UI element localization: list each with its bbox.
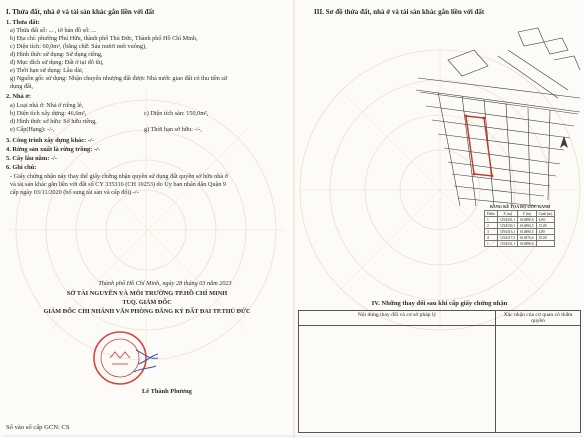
changes-col-confirm: Xác nhận của cơ quan có thẩm quyền <box>496 311 581 326</box>
house-build-area: b) Diện tích xây dựng: 46,6m², <box>10 110 87 117</box>
house-type: a) Loại nhà ở: Nhà ở riêng lẻ, <box>10 102 84 109</box>
coords-col-point: Điểm <box>485 211 498 217</box>
section-3-title: III. Sơ đồ thửa đất, nhà ở và tài sản khác gắn liền với đất <box>314 8 485 16</box>
section-1-title: I. Thửa đất, nhà ở và tài sản khác gắn liền với đất <box>6 8 155 16</box>
official-stamp-icon <box>90 328 170 388</box>
coords-table <box>484 210 555 247</box>
house-ownership: d) Hình thức sở hữu: Sở hữu riêng, <box>10 118 97 125</box>
changes-table <box>298 310 581 433</box>
coords-cell <box>536 241 555 247</box>
note-line-1: - Giấy chứng nhận này thay thế giấy chứng nhận quyền sử dụng đất quyền sở hữu nhà ở <box>10 173 228 180</box>
coords-cell: 1194330,1 <box>497 223 517 229</box>
land-parcel-heading: 1. Thửa đất: <box>6 19 40 26</box>
coords-cell: 2 <box>485 223 498 229</box>
changes-header-row <box>299 311 581 326</box>
house-floor-area: c) Diện tích sàn: 150,0m², <box>144 110 209 117</box>
signature-block <box>4 280 290 315</box>
coords-cell: 614884,5 <box>518 223 536 229</box>
coords-cell: 1194331,1 <box>497 241 517 247</box>
site-map <box>298 20 581 220</box>
table-row <box>299 326 581 433</box>
planted-forest: 4. Rừng sản xuất là rừng trồng: -/- <box>6 146 100 153</box>
changes-col-content: Nội dung thay đổi và cơ sở pháp lý <box>299 311 496 326</box>
perennial-trees: 5. Cây lâu năm: -/- <box>6 155 57 162</box>
note-line-3: cấp ngày 03/11/2020 (bổ sung tài sản và cấp đổi) -/- <box>10 189 139 196</box>
signer-name: Lê Thành Phương <box>142 388 192 395</box>
coords-cell: 1 <box>485 217 498 223</box>
coords-cell: 1194316,1 <box>497 229 517 235</box>
house-heading: 2. Nhà ở: <box>6 93 32 100</box>
coords-table-title: BẢNG KÊ TỌA ĐỘ GÓC RANH <box>490 204 551 209</box>
coords-cell: 614876,6 <box>518 235 536 241</box>
coords-cell: 1194317,5 <box>497 235 517 241</box>
other-works: 3. Công trình xây dựng khác: -/- <box>6 137 94 144</box>
land-line-g: g) Nguồn gốc sử dụng: Nhận chuyển nhượng đất được Nhà nước giao đất có thu tiền sử <box>10 75 228 82</box>
issue-date: Thành phố Hồ Chí Minh, ngày 28 tháng 03 năm 2023 <box>98 280 232 287</box>
coords-cell: 1194331,1 <box>497 217 517 223</box>
changes-confirm-cell <box>496 326 581 433</box>
coords-col-x: X (m) <box>497 211 517 217</box>
coords-cell: 4 <box>485 235 498 241</box>
section-4-title: IV. Những thay đổi sau khi cấp giấy chứng nhận <box>371 300 508 307</box>
house-term: g) Thời hạn sở hữu: -/-, <box>144 126 202 133</box>
land-line-a: a) Thửa đất số: ... , tờ bản đồ số: ... <box>10 27 97 34</box>
note-line-2: và tài sản khác gắn liền với đất số CY 335316 (CH 10253) do Ủy ban nhân dân Quận 9 <box>10 181 226 188</box>
coords-cell: 15,00 <box>536 223 555 229</box>
land-line-f: e) Thời hạn sử dụng: Lâu dài, <box>10 67 84 74</box>
tuq-title: TUQ. GIÁM ĐỐC <box>122 299 172 306</box>
left-panel <box>4 4 290 434</box>
notes-heading: 6. Ghi chú: <box>6 164 37 171</box>
house-grade: e) Cấp(Hạng): -/-, <box>10 126 55 133</box>
entry-number: Số vào sổ cấp GCN: CS <box>6 424 70 431</box>
coords-cell: 15,00 <box>536 235 555 241</box>
land-line-c: c) Diện tích: 60,0m², (bằng chữ: Sáu mươi mét vuông), <box>10 43 147 50</box>
table-row <box>485 241 555 247</box>
coords-col-edge: Cạnh (m) <box>536 211 555 217</box>
land-line-g2: dụng đất, <box>10 83 34 90</box>
right-panel <box>298 4 581 434</box>
coords-cell: 4,00 <box>536 229 555 235</box>
land-line-d: d) Hình thức sử dụng: Sử dụng riêng, <box>10 51 103 58</box>
director-title: GIÁM ĐỐC CHI NHÁNH VĂN PHÒNG ĐĂNG KÝ ĐẤT ĐAI TP.THỦ ĐỨC <box>43 308 251 315</box>
changes-content-cell <box>299 326 496 433</box>
coords-col-y: Y (m) <box>518 211 536 217</box>
issuing-org: SỞ TÀI NGUYÊN VÀ MÔI TRƯỜNG TP.HỒ CHÍ MINH <box>66 290 228 297</box>
land-line-e: đ) Mục đích sử dụng: Đất ở tại đô thị, <box>10 59 104 66</box>
coords-cell: 1 <box>485 241 498 247</box>
coords-cell: 614880,6 <box>518 217 536 223</box>
changes-section <box>298 300 581 324</box>
coords-cell: 4,00 <box>536 217 555 223</box>
coords-cell: 614880,5 <box>518 229 536 235</box>
land-line-b: b) Địa chỉ: phường Phú Hữu, thành phố Thủ Đức, Thành phố Hồ Chí Minh, <box>10 35 198 42</box>
coords-cell: 3 <box>485 229 498 235</box>
coords-cell: 614880,6 <box>518 241 536 247</box>
